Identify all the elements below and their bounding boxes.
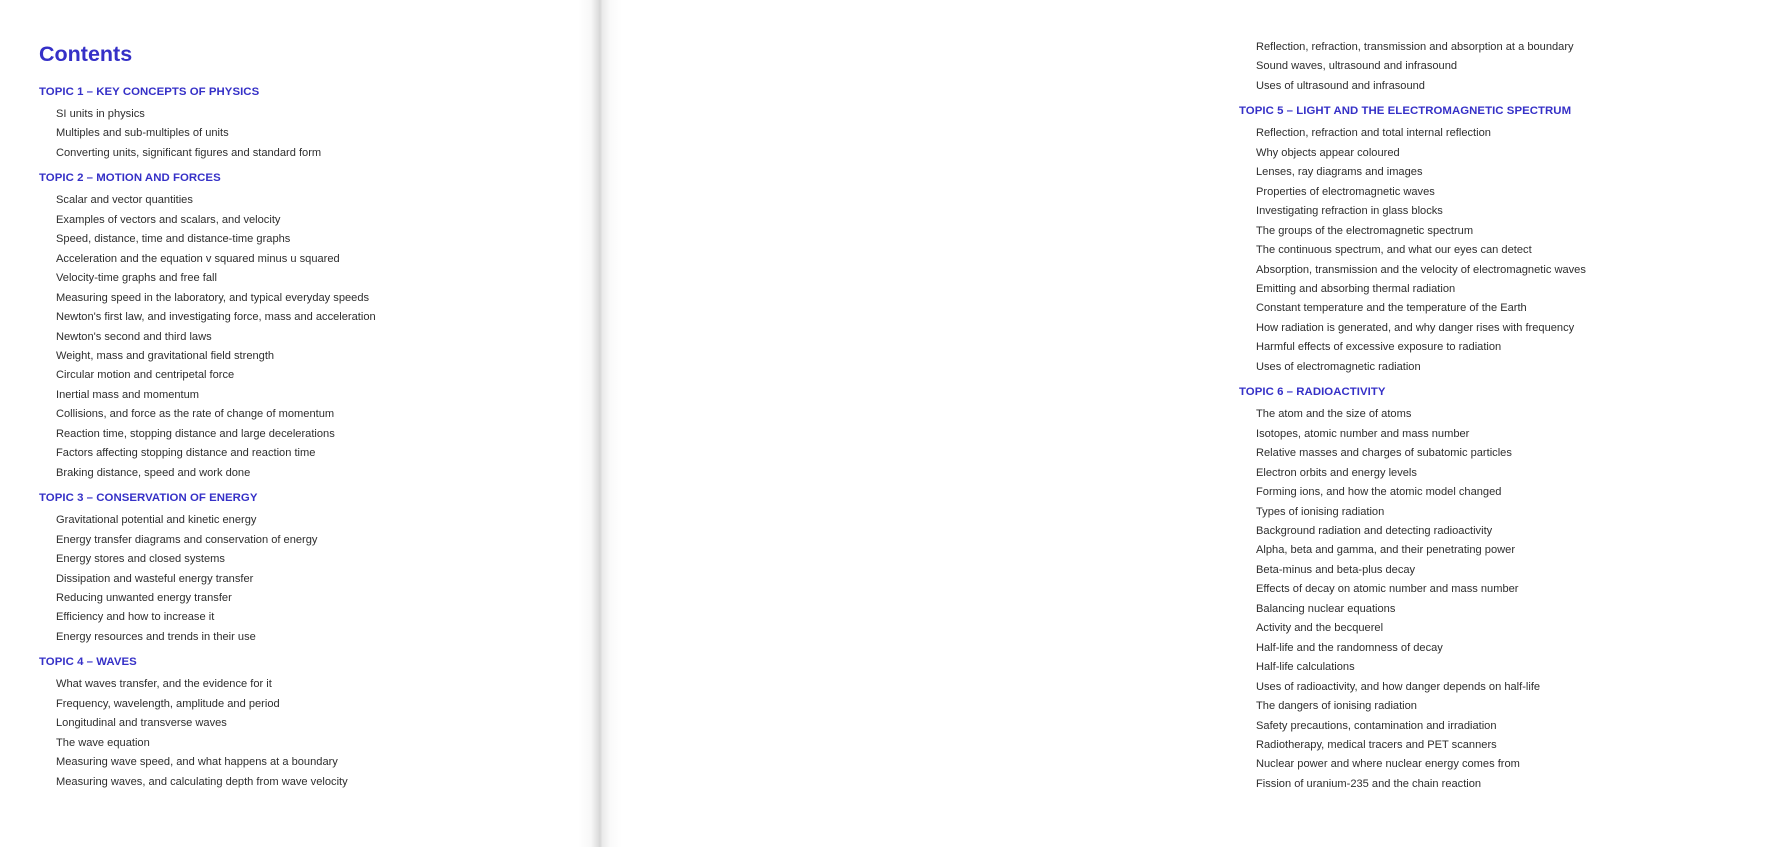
topic-heading: TOPIC 5 – LIGHT AND THE ELECTROMAGNETIC SPECTRUM xyxy=(1239,105,1572,118)
contents-item: Properties of electromagnetic waves xyxy=(1256,185,1435,198)
contents-item: Reducing unwanted energy transfer xyxy=(56,591,232,604)
contents-item: Scalar and vector quantities xyxy=(56,194,193,207)
contents-item: Sound waves, ultrasound and infrasound xyxy=(1256,60,1458,73)
contents-item: Longitudinal and transverse waves xyxy=(56,717,227,730)
contents-item: The continuous spectrum, and what our eyes can detect xyxy=(1256,244,1532,257)
contents-item: Background radiation and detecting radioactivity xyxy=(1256,524,1493,537)
contents-item: Balancing nuclear equations xyxy=(1256,602,1396,615)
topic-section-4 xyxy=(39,655,579,792)
contents-item: Newton's first law, and investigating force, mass and acceleration xyxy=(56,311,376,324)
contents-item: Newton's second and third laws xyxy=(56,330,212,343)
topic-section-5 xyxy=(1239,104,1779,377)
contents-item: SI units in physics xyxy=(56,108,145,120)
contents-item: Why objects appear coloured xyxy=(1256,146,1400,159)
right-page xyxy=(600,0,1586,847)
contents-item: Acceleration and the equation v squared minus u squared xyxy=(56,252,340,265)
contents-item: Lenses, ray diagrams and images xyxy=(1256,166,1423,179)
contents-item: Speed, distance, time and distance-time graphs xyxy=(56,233,291,246)
contents-item: What waves transfer, and the evidence for it xyxy=(56,678,272,691)
contents-item: Multiples and sub-multiples of units xyxy=(56,127,229,140)
contents-item: Forming ions, and how the atomic model changed xyxy=(1256,486,1502,499)
right-topic-list xyxy=(1239,104,1779,794)
contents-item: Inertial mass and momentum xyxy=(56,388,200,401)
contents-item: Braking distance, speed and work done xyxy=(56,466,251,479)
contents-item: Harmful effects of excessive exposure to radiation xyxy=(1256,341,1502,354)
contents-item: Uses of ultrasound and infrasound xyxy=(1256,79,1425,92)
contents-item: Absorption, transmission and the velocity of electromagnetic waves xyxy=(1256,263,1586,276)
contents-item: Converting units, significant figures and standard form xyxy=(56,146,322,159)
topic-heading: TOPIC 3 – CONSERVATION OF ENERGY xyxy=(39,492,258,505)
contents-item: Circular motion and centripetal force xyxy=(56,369,235,382)
left-topic-list xyxy=(39,85,579,792)
contents-item: Dissipation and wasteful energy transfer xyxy=(56,572,254,585)
contents-item: Energy stores and closed systems xyxy=(56,553,225,566)
contents-item: Weight, mass and gravitational field strength xyxy=(56,349,275,362)
contents-item: Types of ionising radiation xyxy=(1256,505,1385,518)
topic-section-6 xyxy=(1239,385,1779,794)
contents-item: Measuring waves, and calculating depth from wave velocity xyxy=(56,775,348,788)
contents-item: Factors affecting stopping distance and reaction time xyxy=(56,447,316,460)
topic-4-continued-list xyxy=(1239,38,1779,96)
page-title: Contents xyxy=(39,42,133,66)
contents-item: Constant temperature and the temperature of the Earth xyxy=(1256,302,1527,315)
left-page xyxy=(0,0,600,847)
contents-item: Relative masses and charges of subatomic particles xyxy=(1256,447,1512,460)
left-column xyxy=(39,41,579,800)
contents-item: Reflection, refraction and total internal reflection xyxy=(1256,127,1491,140)
topic-heading: TOPIC 4 – WAVES xyxy=(39,656,137,669)
contents-item: The groups of the electromagnetic spectrum xyxy=(1256,224,1474,237)
topic-heading: TOPIC 2 – MOTION AND FORCES xyxy=(39,172,221,185)
right-column xyxy=(1239,38,1779,802)
contents-item: Half-life calculations xyxy=(1256,661,1355,674)
contents-item: Velocity-time graphs and free fall xyxy=(56,272,217,285)
contents-item: Safety precautions, contamination and irradiation xyxy=(1256,719,1497,732)
contents-item: Frequency, wavelength, amplitude and period xyxy=(56,697,280,710)
contents-item: Alpha, beta and gamma, and their penetrating power xyxy=(1256,544,1516,557)
contents-item: The wave equation xyxy=(56,736,150,749)
contents-item: Investigating refraction in glass blocks xyxy=(1256,205,1443,218)
contents-item: Efficiency and how to increase it xyxy=(56,611,215,624)
contents-item: Measuring wave speed, and what happens at a boundary xyxy=(56,756,338,769)
topic-heading: TOPIC 1 – KEY CONCEPTS OF PHYSICS xyxy=(39,86,260,98)
contents-item: Isotopes, atomic number and mass number xyxy=(1256,427,1470,440)
topic-heading: TOPIC 6 – RADIOACTIVITY xyxy=(1239,386,1386,399)
topic-section-2 xyxy=(39,171,579,483)
contents-item: Nuclear power and where nuclear energy comes from xyxy=(1256,758,1520,771)
contents-item: Electron orbits and energy levels xyxy=(1256,466,1417,479)
contents-item: Uses of radioactivity, and how danger depends on half-life xyxy=(1256,680,1541,693)
contents-item: Fission of uranium-235 and the chain reaction xyxy=(1256,777,1482,790)
contents-item: The atom and the size of atoms xyxy=(1256,408,1412,421)
contents-item: Gravitational potential and kinetic energy xyxy=(56,514,257,527)
contents-item: Half-life and the randomness of decay xyxy=(1256,641,1443,654)
contents-item: Effects of decay on atomic number and mass number xyxy=(1256,583,1519,596)
contents-item: Examples of vectors and scalars, and velocity xyxy=(56,213,281,226)
contents-item: Activity and the becquerel xyxy=(1256,622,1384,635)
contents-item: Energy resources and trends in their use xyxy=(56,630,256,643)
contents-item: Collisions, and force as the rate of change of momentum xyxy=(56,408,335,421)
topic-section-3 xyxy=(39,491,579,647)
contents-item: Reaction time, stopping distance and large decelerations xyxy=(56,427,335,440)
contents-item: Beta-minus and beta-plus decay xyxy=(1256,563,1416,576)
contents-item: Measuring speed in the laboratory, and typical everyday speeds xyxy=(56,291,370,304)
topic-section-1 xyxy=(39,85,579,163)
contents-item: How radiation is generated, and why danger rises with frequency xyxy=(1256,321,1575,334)
contents-item: The dangers of ionising radiation xyxy=(1256,700,1417,713)
contents-item: Uses of electromagnetic radiation xyxy=(1256,360,1421,373)
contents-item: Energy transfer diagrams and conservation of energy xyxy=(56,533,318,546)
contents-item: Radiotherapy, medical tracers and PET scanners xyxy=(1256,738,1497,751)
contents-item: Reflection, refraction, transmission and absorption at a boundary xyxy=(1256,41,1574,53)
contents-item: Emitting and absorbing thermal radiation xyxy=(1256,282,1456,295)
